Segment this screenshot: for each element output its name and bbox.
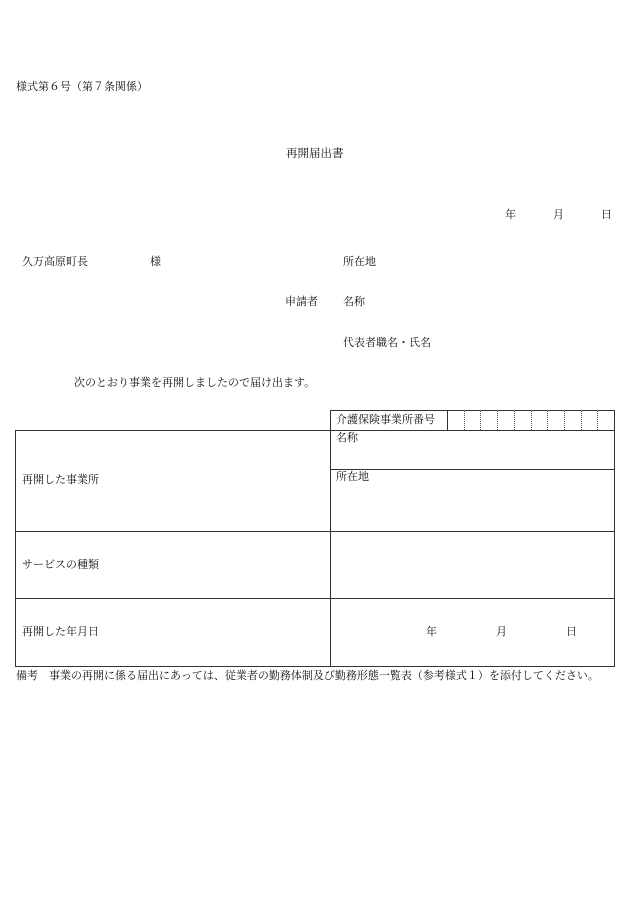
table-line xyxy=(330,410,331,667)
office-number-digit-divider xyxy=(514,410,515,430)
office-number-digit-divider xyxy=(464,410,465,430)
resume-date-year: 年 xyxy=(426,625,437,638)
table-line xyxy=(15,430,615,431)
form-number: 様式第６号（第７条関係） xyxy=(16,80,148,93)
table-line xyxy=(15,598,615,599)
table-line xyxy=(15,430,16,667)
document-title: 再開届出書 xyxy=(286,146,344,160)
intro-text: 次のとおり事業を再開しましたので届け出ます。 xyxy=(74,376,316,389)
office-number-digit-divider xyxy=(497,410,498,430)
date-month-label: 月 xyxy=(553,208,564,221)
office-number-digit-divider xyxy=(564,410,565,430)
resume-date-label: 再開した年月日 xyxy=(22,625,99,638)
table-line xyxy=(447,410,448,430)
table-line xyxy=(330,469,615,470)
table-line xyxy=(330,410,615,411)
table-line xyxy=(15,531,615,532)
applicant-section-label: 申請者 xyxy=(285,295,318,308)
resume-date-month: 月 xyxy=(496,625,507,638)
office-name-label: 名称 xyxy=(336,431,358,444)
applicant-name-label: 名称 xyxy=(343,295,365,308)
table-line xyxy=(15,666,615,667)
applicant-representative-label: 代表者職名・氏名 xyxy=(343,336,431,349)
applicant-address-label: 所在地 xyxy=(343,255,376,268)
resume-date-day: 日 xyxy=(566,625,577,638)
remarks-note: 備考 事業の再開に係る届出にあっては、従業者の勤務体制及び勤務形態一覧表（参考様式１）を添付してください。 xyxy=(16,669,599,682)
office-number-digit-divider xyxy=(597,410,598,430)
office-number-digit-divider xyxy=(480,410,481,430)
addressee-honorific: 様 xyxy=(150,255,161,268)
date-year-label: 年 xyxy=(505,208,516,221)
office-address-label: 所在地 xyxy=(336,470,369,483)
office-number-digit-divider xyxy=(531,410,532,430)
table-line xyxy=(614,410,615,667)
resumed-office-label: 再開した事業所 xyxy=(22,473,99,486)
office-number-label: 介護保険事業所番号 xyxy=(336,413,435,426)
office-number-digit-divider xyxy=(581,410,582,430)
date-day-label: 日 xyxy=(601,208,612,221)
service-type-label: サービスの種類 xyxy=(22,558,99,571)
office-number-digit-divider xyxy=(547,410,548,430)
addressee-name: 久万高原町長 xyxy=(22,255,88,268)
